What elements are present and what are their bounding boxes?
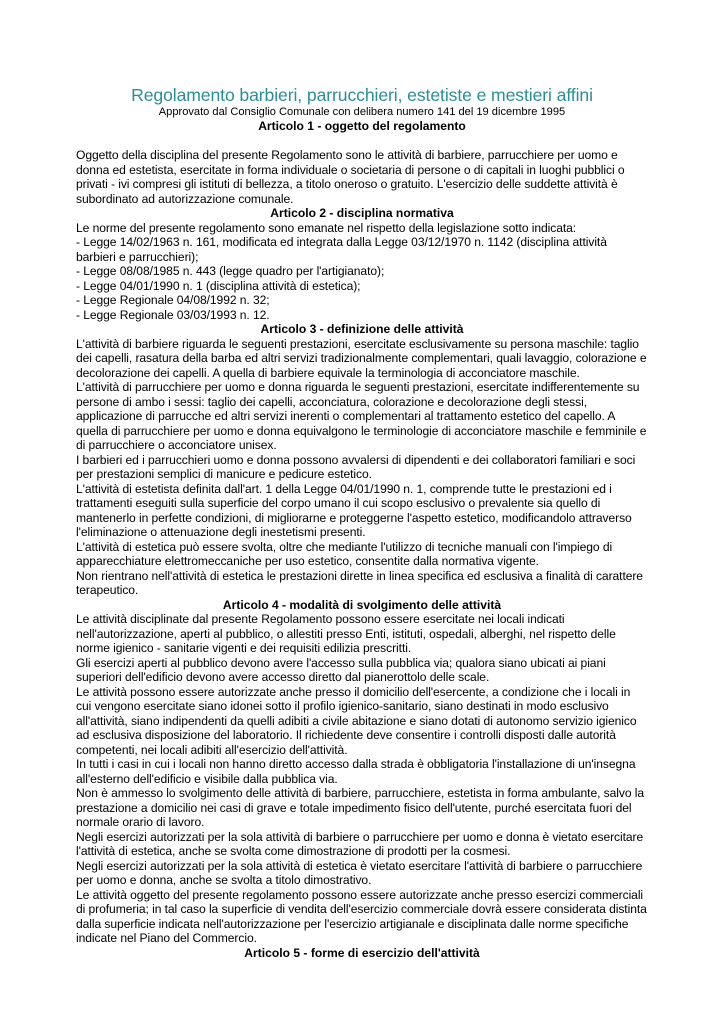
article-3-paragraph: L'attività di estetica può essere svolta, oltre che mediante l'utilizzo di tecniche manuali con l'impiego di apparecchiature elettromeccaniche per uso estetico, consentite dalla normativa vigente. xyxy=(76,539,613,568)
article-4-paragraph: Gli esercizi aperti al pubblico devono avere l'accesso sulla pubblica via; qualora siano ubicati ai piani superiori dell'edificio devono avere accesso diretto dal pianerottolo delle scale. xyxy=(76,655,606,684)
article-1-paragraph: Oggetto della disciplina del presente Regolamento sono le attività di barbiere, parrucchiere per uomo e donna ed estetista, esercitate in forma individuale o societaria di persone o di capitali in luoghi pubblici o privati - ivi compresi gli istituti di bellezza, a titolo oneroso o gratuito. L'esercizio delle suddette attività è subordinato ad autorizzazione comunale. xyxy=(76,148,625,206)
article-3-paragraph: Non rientrano nell'attività di estetica le prestazioni dirette in linea specifica ed esclusiva a finalità di carattere terapeutico. xyxy=(76,568,643,597)
article-4-paragraph: Le attività oggetto del presente regolamento possono essere autorizzate anche presso esercizi commerciali di profumeria; in tal caso la superficie di vendita dell'esercizio commerciale dovrà essere considerata distinta dalla superficie indicata nell'autorizzazione per l'esercizio artigianale e disciplinata dalle norme specifiche indicate nel Piano del Commercio. xyxy=(76,887,647,945)
article-4-paragraph: Negli esercizi autorizzati per la sola attività di barbiere o parrucchiere per uomo e donna è vietato esercitare l'attività di estetica, anche se svolta come dimostrazione di prodotti per la cosmesi. xyxy=(76,829,644,858)
article-4-paragraph: Negli esercizi autorizzati per la sola attività di estetica è vietato esercitare l'attività di barbiere o parrucchiere per uomo e donna, anche se svolta a titolo dimostrativo. xyxy=(76,858,643,887)
article-4-paragraph: Le attività disciplinate dal presente Regolamento possono essere esercitate nei locali indicati nell'autorizzazione, aperti al pubblico, o allestiti presso Enti, istituti, ospedali, alberghi, nel rispetto delle norme igienico - sanitarie vigenti e dei requisiti edilizia prescritti. xyxy=(76,612,616,655)
article-3-paragraph: I barbieri ed i parrucchieri uomo e donna possono avvalersi di dipendenti e dei collaboratori familiari e soci per prestazioni semplici di manicure e pedicure estetico. xyxy=(76,452,636,481)
document-subtitle: Approvato dal Consiglio Comunale con delibera numero 141 del 19 dicembre 1995 xyxy=(158,106,566,118)
article-2-heading: Articolo 2 - disciplina normativa xyxy=(270,206,454,220)
article-3-paragraph: L'attività di estetista definita dall'art. 1 della Legge 04/01/1990 n. 1, comprende tutte le prestazioni ed i trattamenti eseguiti sulla superficie del corpo umano il cui scopo esclusivo o prevalente sia quello di mantenerlo in perfette condizioni, di migliorarne e proteggerne l'aspetto estetico, modificandolo attraverso l'eliminazione o attenuazione degli inestetismi presenti. xyxy=(76,481,632,539)
article-2-paragraph: Le norme del presente regolamento sono emanate nel rispetto della legislazione sotto indicata: xyxy=(76,220,577,235)
document-page xyxy=(76,84,648,960)
spacer xyxy=(76,134,648,149)
article-4-paragraph: In tutti i casi in cui i locali non hanno diretto accesso dalla strada è obbligatoria l'installazione di un'insegna all'esterno dell'edificio e visibile dalla pubblica via. xyxy=(76,757,636,786)
article-3-heading: Articolo 3 - definizione delle attività xyxy=(260,322,464,336)
article-3-paragraph: L'attività di barbiere riguarda le seguenti prestazioni, esercitate esclusivamente su persona maschile: taglio dei capelli, rasatura della barba ed altri servizi tradizionalmente complementari, quali lavaggio, colorazione e decolorazione dei capelli. A quella di barbiere equivale la terminologia di acconciatore maschile. xyxy=(76,336,647,380)
article-4-paragraph: Le attività possono essere autorizzate anche presso il domicilio dell'esercente, a condizione che i locali in cui vengono esercitate siano idonei sotto il profilo igienico-sanitario, siano destinati in modo esclusivo all'attività, siano indipendenti da quelli adibiti a civile abitazione e siano dotati di autonomo servizio igienico ad esclusiva disposizione del laboratorio. Il richiedente deve consentire i controlli disposti dalle autorità competenti, nei locali adibiti all'esercizio dell'attività. xyxy=(76,684,637,757)
article-4-paragraph: Non è ammesso lo svolgimento delle attività di barbiere, parrucchiere, estetista in forma ambulante, salvo la prestazione a domicilio nei casi di grave e totale impedimento fisico dell'utente, purché esercitata fuori del normale orario di lavoro. xyxy=(76,786,645,829)
article-5-heading: Articolo 5 - forme di esercizio dell'attività xyxy=(244,945,480,960)
document-title: Regolamento barbieri, parrucchieri, estetiste e mestieri affini xyxy=(131,85,593,105)
article-2-law-item: - Legge Regionale 03/03/1993 n. 12. xyxy=(76,307,270,322)
article-2-law-item: - Legge 04/01/1990 n. 1 (disciplina attività di estetica); xyxy=(76,278,361,293)
article-1-heading: Articolo 1 - oggetto del regolamento xyxy=(258,119,466,133)
article-4-heading: Articolo 4 - modalità di svolgimento delle attività xyxy=(222,597,502,612)
article-2-law-item: - Legge 08/08/1985 n. 443 (legge quadro per l'artigianato); xyxy=(76,264,385,278)
article-2-law-item: - Legge Regionale 04/08/1992 n. 32; xyxy=(76,293,270,307)
article-2-law-item: - Legge 14/02/1963 n. 161, modificata ed integrata dalla Legge 03/12/1970 n. 1142 (disciplina attività barbieri e parrucchieri); xyxy=(76,235,607,264)
article-3-paragraph: L'attività di parrucchiere per uomo e donna riguarda le seguenti prestazioni, esercitate indifferentemente su persone di ambo i sessi: taglio dei capelli, acconciatura, colorazione e decolorazione degli stessi, applicazione di parrucche ed altri servizi inerenti o complementari al trattamento estetico del capello. A quella di parrucchiere per uomo e donna equivalgono le terminologie di acconciatore maschile e femminile e di parrucchiere o acconciatore unisex. xyxy=(76,380,647,452)
